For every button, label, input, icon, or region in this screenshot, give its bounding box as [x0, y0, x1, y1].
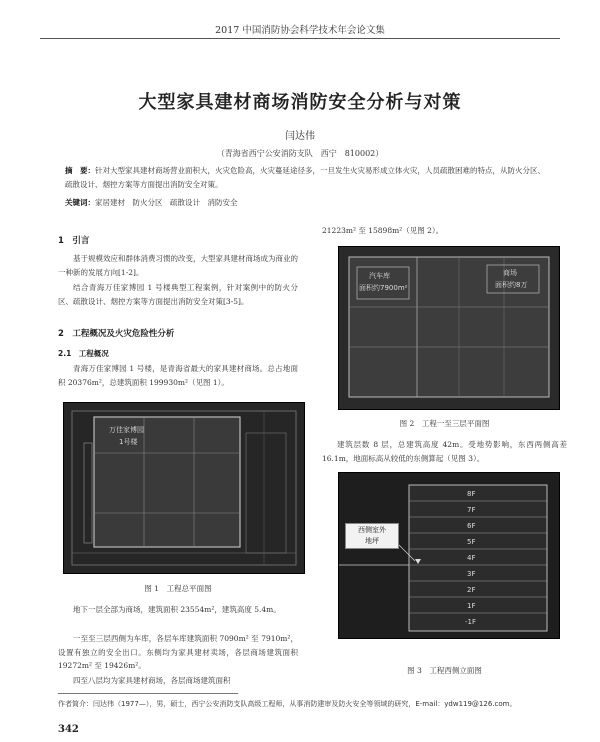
page-number: 342: [58, 724, 79, 735]
figure-3-caption: 图 3 工程西侧立面图: [407, 666, 482, 675]
figure-3-floor-2: 2F: [467, 586, 476, 594]
abstract-label: 摘 要：: [65, 166, 95, 175]
figure-3-floor-4: 4F: [467, 554, 476, 562]
left-para-2: 地下一层全部为商场，建筑面积 23554m²，建筑高度 5.4m。: [73, 605, 281, 614]
figure-2-caption: 图 2 工程一至三层平面图: [399, 419, 490, 428]
footnote-rule: [58, 693, 238, 694]
section-2-1-para-1: 青海万佳家博园 1 号楼，是青海省最大的家具建材商场。总占地面积 20376m²，总建筑面积 199930m²（见图 1）。: [58, 364, 298, 387]
paper-title: 大型家具建材商场消防安全分析与对策: [138, 92, 462, 113]
figure-2-label-b-line-1: 商场: [503, 269, 517, 277]
section-1-title: 1 引言: [58, 236, 90, 246]
abstract-text: 针对大型家具建材商场营业面积大，火灾危险高，火灾蔓延途径多，一旦发生火灾易形成立体火灾，人员疏散困难的特点，从防火分区、疏散设计、烟控方案等方面提出消防安全对策。: [65, 166, 545, 189]
figure-1-label-line-1: 万佳家博园: [109, 426, 144, 434]
figure-3-floor-3: 3F: [467, 570, 476, 578]
figure-1-drawing: [64, 403, 304, 573]
keywords-text: 家居建材 防火分区 疏散设计 消防安全: [95, 198, 238, 207]
figure-3-elevation: [338, 472, 560, 639]
author: 闫达伟: [285, 131, 315, 142]
figure-3-floor-5: 5F: [467, 538, 476, 546]
figure-2-label-b-line-2: 面积约8万: [495, 281, 528, 289]
author-footnote: 作者简介：闫达伟（1977—），男，硕士，西宁公安消防支队高级工程师，从事消防建审及防火安全等领域的研究，E-mail：ydw119@126.com。: [58, 700, 517, 708]
section-2-title: 2 工程概况及火灾危险性分析: [58, 329, 175, 339]
right-para-2: 建筑层数 8 层，总建筑高度 42m。受地势影响，东西两侧高差 16.1m，地面标高从较低的东侧算起（见图 3）。: [322, 440, 567, 463]
figure-3-drawing: [339, 473, 559, 638]
figure-1-label-line-2: 1号楼: [119, 438, 138, 446]
right-para-1: 21223m² 至 15898m²（见图 2）。: [322, 226, 444, 235]
figure-1-caption: 图 1 工程总平面图: [144, 584, 212, 593]
figure-3-floor-6: 6F: [467, 522, 476, 530]
figure-3-floor-1: 1F: [467, 602, 476, 610]
running-head: 2017 中国消防协会科学技术年会论文集: [215, 25, 385, 36]
figure-3-label-line-2: 地坪: [365, 537, 379, 545]
figure-3-floor-7: 7F: [467, 506, 476, 514]
header-rule: [40, 38, 560, 39]
figure-3-floor-b1: -1F: [465, 618, 477, 626]
section-1-para-2: 结合青海万佳家博园 1 号楼典型工程案例，针对案例中的防火分区、疏散设计、烟控方案等方面提出消防安全对策[3-5]。: [58, 283, 298, 306]
figure-3-floor-8: 8F: [467, 490, 476, 498]
abstract: [65, 164, 545, 192]
left-para-3: 一至至三层西侧为车库，各层车库建筑面积 7090m² 至 7910m²，设置有独立的安全出口。东侧均为家具建材卖场，各层商场建筑面积 19272m² 至 19426m²。: [58, 634, 298, 670]
figure-2-label-a-line-2: 面积约7900m²: [359, 284, 408, 292]
figure-3-label-line-1: 西侧室外: [358, 526, 386, 534]
keywords: [65, 197, 545, 208]
section-2-1-title: 2.1 工程概况: [58, 349, 109, 358]
left-para-4: 四至八层均为家具建材商场，各层商场建筑面积: [73, 676, 231, 685]
section-1-para-1: 基于规模效应和群体消费习惯的改变，大型家具建材商场成为商业的一种新的发展方向[1-2]。: [58, 254, 298, 277]
affiliation: （青海省西宁公安消防支队 西宁 810002）: [216, 149, 384, 158]
figure-3-callout-box: [345, 523, 399, 549]
figure-2-label-a-line-1: 汽车库: [369, 272, 390, 280]
keywords-label: 关键词：: [65, 198, 95, 207]
figure-2-floor-plan: [338, 246, 560, 410]
figure-1-site-plan: [63, 402, 305, 574]
